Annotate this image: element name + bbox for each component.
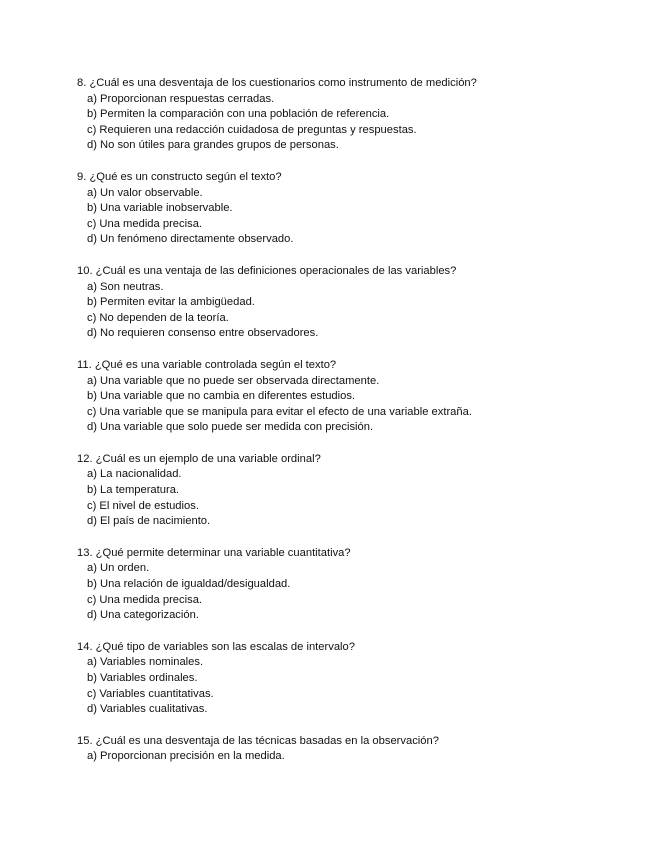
answer-option-d: d) Una categorización. [87,609,199,622]
question-12 [77,452,637,530]
question-text: 9. ¿Qué es un constructo según el texto? [77,170,282,183]
question-text: 12. ¿Cuál es un ejemplo de una variable ordinal? [77,452,321,465]
answer-option-c: c) No dependen de la teoría. [87,311,229,324]
question-14 [77,640,637,718]
answer-option-c: c) Variables cuantitativas. [87,687,214,700]
question-9 [77,170,637,248]
question-15 [77,734,637,765]
answer-option-c: c) Una medida precisa. [87,593,203,606]
answer-options [77,374,637,436]
answer-option-b: b) Una variable inobservable. [87,202,233,215]
answer-option-d: d) Variables cualitativas. [87,703,208,716]
answer-options [77,186,637,248]
answer-options [77,280,637,342]
answer-option-b: b) La temperatura. [87,484,180,497]
answer-option-b: b) Una variable que no cambia en diferentes estudios. [87,390,356,403]
answer-option-c: c) Requieren una redacción cuidadosa de preguntas y respuestas. [87,123,417,136]
question-text: 15. ¿Cuál es una desventaja de las técnicas basadas en la observación? [77,734,439,747]
question-8 [77,76,637,154]
answer-options [77,92,637,154]
answer-option-b: b) Permiten evitar la ambigüedad. [87,296,255,309]
answer-option-a: a) Son neutras. [87,280,164,293]
answer-options [77,749,637,765]
answer-option-b: b) Permiten la comparación con una población de referencia. [87,108,390,121]
answer-option-a: a) Un orden. [87,562,150,575]
answer-options [77,655,637,717]
answer-option-b: b) Una relación de igualdad/desigualdad. [87,578,291,591]
answer-options [77,561,637,623]
answer-option-a: a) Proporcionan precisión en la medida. [87,750,285,763]
question-text: 8. ¿Cuál es una desventaja de los cuestionarios como instrumento de medición? [77,77,477,89]
answer-option-d: d) El país de nacimiento. [87,515,211,528]
answer-option-d: d) Un fenómeno directamente observado. [87,233,294,246]
question-text: 11. ¿Qué es una variable controlada según el texto? [77,358,337,371]
answer-option-d: d) Una variable que solo puede ser medida con precisión. [87,421,374,434]
answer-option-d: d) No son útiles para grandes grupos de personas. [87,139,339,152]
answer-options [77,467,637,529]
answer-option-a: a) Variables nominales. [87,656,204,669]
question-10 [77,264,637,342]
answer-option-c: c) Una variable que se manipula para evitar el efecto de una variable extraña. [87,405,472,418]
answer-option-a: a) Un valor observable. [87,186,203,199]
question-13 [77,546,637,624]
question-text: 13. ¿Qué permite determinar una variable cuantitativa? [77,546,351,559]
answer-option-a: a) Una variable que no puede ser observada directamente. [87,374,380,387]
question-list [77,76,637,781]
question-text: 14. ¿Qué tipo de variables son las escalas de intervalo? [77,640,355,653]
answer-option-c: c) El nivel de estudios. [87,499,199,512]
answer-option-a: a) La nacionalidad. [87,468,182,481]
answer-option-b: b) Variables ordinales. [87,672,198,684]
answer-option-a: a) Proporcionan respuestas cerradas. [87,92,275,105]
question-11 [77,358,637,436]
answer-option-c: c) Una medida precisa. [87,217,203,230]
question-text: 10. ¿Cuál es una ventaja de las definiciones operacionales de las variables? [77,264,457,277]
answer-option-d: d) No requieren consenso entre observadores. [87,327,319,340]
